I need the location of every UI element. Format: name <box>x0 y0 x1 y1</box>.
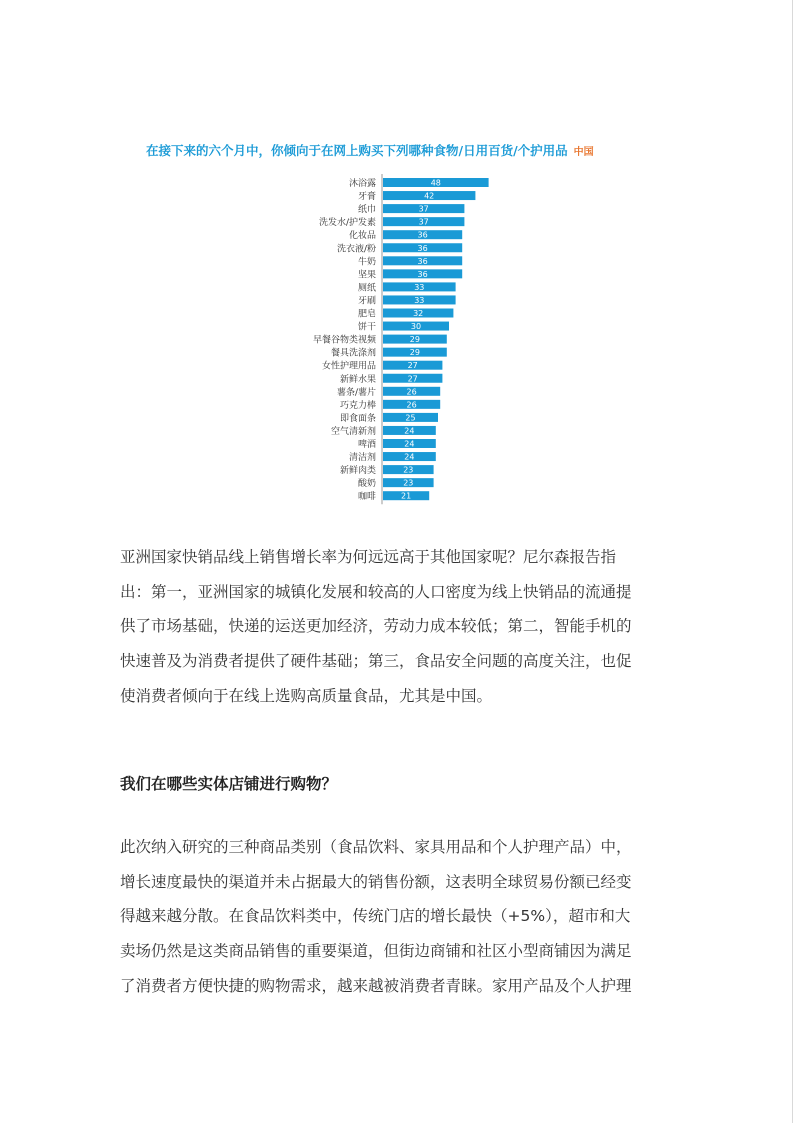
data-label: 33 <box>414 282 425 292</box>
data-label: 36 <box>417 243 428 253</box>
category-label: 新鲜肉类 <box>339 466 376 477</box>
category-label: 牛奶 <box>357 257 376 268</box>
data-label: 29 <box>409 335 420 345</box>
category-label: 早餐谷物类视频 <box>312 335 376 346</box>
category-label: 空气清新剂 <box>330 426 376 437</box>
data-label: 21 <box>401 491 412 501</box>
data-label: 23 <box>403 478 414 488</box>
category-label: 酸奶 <box>357 479 376 490</box>
data-label: 26 <box>406 400 417 410</box>
data-label: 27 <box>407 361 418 371</box>
data-label: 27 <box>407 374 418 384</box>
data-label: 26 <box>406 387 417 397</box>
region-tag: 中国 <box>573 147 594 158</box>
data-label: 23 <box>403 465 414 475</box>
category-label: 沐浴露 <box>348 179 376 189</box>
category-label: 化妆品 <box>348 231 376 242</box>
paragraph-line: 快速普及为消费者提供了硬件基础；第三，食品安全问题的高度关注，也促 <box>120 652 632 671</box>
category-label: 饼干 <box>357 322 376 333</box>
paragraph-line: 卖场仍然是这类商品销售的重要渠道，但街边商铺和社区小型商铺因为满足 <box>120 942 632 961</box>
paragraph-line: 增长速度最快的渠道并未占据最大的销售份额，这表明全球贸易份额已经变 <box>120 872 632 891</box>
data-label: 36 <box>417 230 428 240</box>
data-label: 37 <box>418 217 429 227</box>
chart-title <box>146 141 594 159</box>
data-label: 30 <box>410 322 422 332</box>
data-label: 33 <box>414 295 425 305</box>
data-label: 42 <box>424 191 435 201</box>
paragraph-line: 此次纳入研究的三种商品类别（食品饮料、家具用品和个人护理产品）中， <box>120 838 632 856</box>
paragraph-line: 得越来越分散。在食品饮料类中，传统门店的增长最快（+5%），超市和大 <box>120 907 631 926</box>
data-label: 32 <box>413 309 424 318</box>
category-label: 清洁剂 <box>348 453 376 464</box>
paragraph-line: 出：第一，亚洲国家的城镇化发展和较高的人口密度为线上快销品的流通提 <box>120 582 632 601</box>
bar-chart <box>290 174 550 510</box>
paragraph-line: 使消费者倾向于在线上选购高质量食品，尤其是中国。 <box>120 686 493 705</box>
data-label: 25 <box>405 413 416 423</box>
section-heading: 我们在哪些实体店铺进行购物？ <box>120 775 338 793</box>
data-label: 24 <box>404 439 415 449</box>
category-label: 纸巾 <box>357 205 376 216</box>
data-label: 24 <box>404 452 415 462</box>
category-label: 坚果 <box>357 270 376 281</box>
data-label: 37 <box>418 204 429 214</box>
paragraph-line: 亚洲国家快销品线上销售增长率为何远远高于其他国家呢？尼尔森报告指 <box>120 548 617 566</box>
category-label: 洗发水/护发素 <box>318 218 376 229</box>
paragraph-line: 了消费者方便快捷的购物需求，越来越被消费者青睐。家用产品及个人护理 <box>120 976 632 995</box>
category-label: 薯条/薯片 <box>336 387 376 398</box>
category-label: 洗衣液/粉 <box>336 244 376 255</box>
category-label: 肥皂 <box>357 309 376 320</box>
paragraph-2 <box>120 830 685 1004</box>
data-label: 29 <box>409 348 420 358</box>
category-label: 厕纸 <box>357 283 376 294</box>
paragraph-line: 供了市场基础，快递的运送更加经济，劳动力成本较低；第二，智能手机的 <box>120 617 632 636</box>
category-label: 女性护理用品 <box>321 361 376 372</box>
data-label: 48 <box>430 178 441 188</box>
chart-title-text: 在接下来的六个月中，你倾向于在网上购买下列哪种食物/日用百货/个护用品 <box>146 143 568 158</box>
data-label: 36 <box>417 269 428 279</box>
page-edge <box>792 0 793 1123</box>
paragraph-1 <box>120 540 685 714</box>
category-label: 新鲜水果 <box>339 374 376 385</box>
data-label: 24 <box>404 426 415 436</box>
data-label: 36 <box>417 256 428 266</box>
category-label: 餐具洗涤剂 <box>330 348 376 359</box>
category-label: 牙膏 <box>357 192 376 203</box>
category-label: 啤酒 <box>357 440 376 450</box>
category-label: 咖啡 <box>357 492 376 503</box>
category-label: 巧克力棒 <box>339 400 376 411</box>
category-label: 即食面条 <box>339 413 376 424</box>
category-label: 牙刷 <box>357 296 376 307</box>
